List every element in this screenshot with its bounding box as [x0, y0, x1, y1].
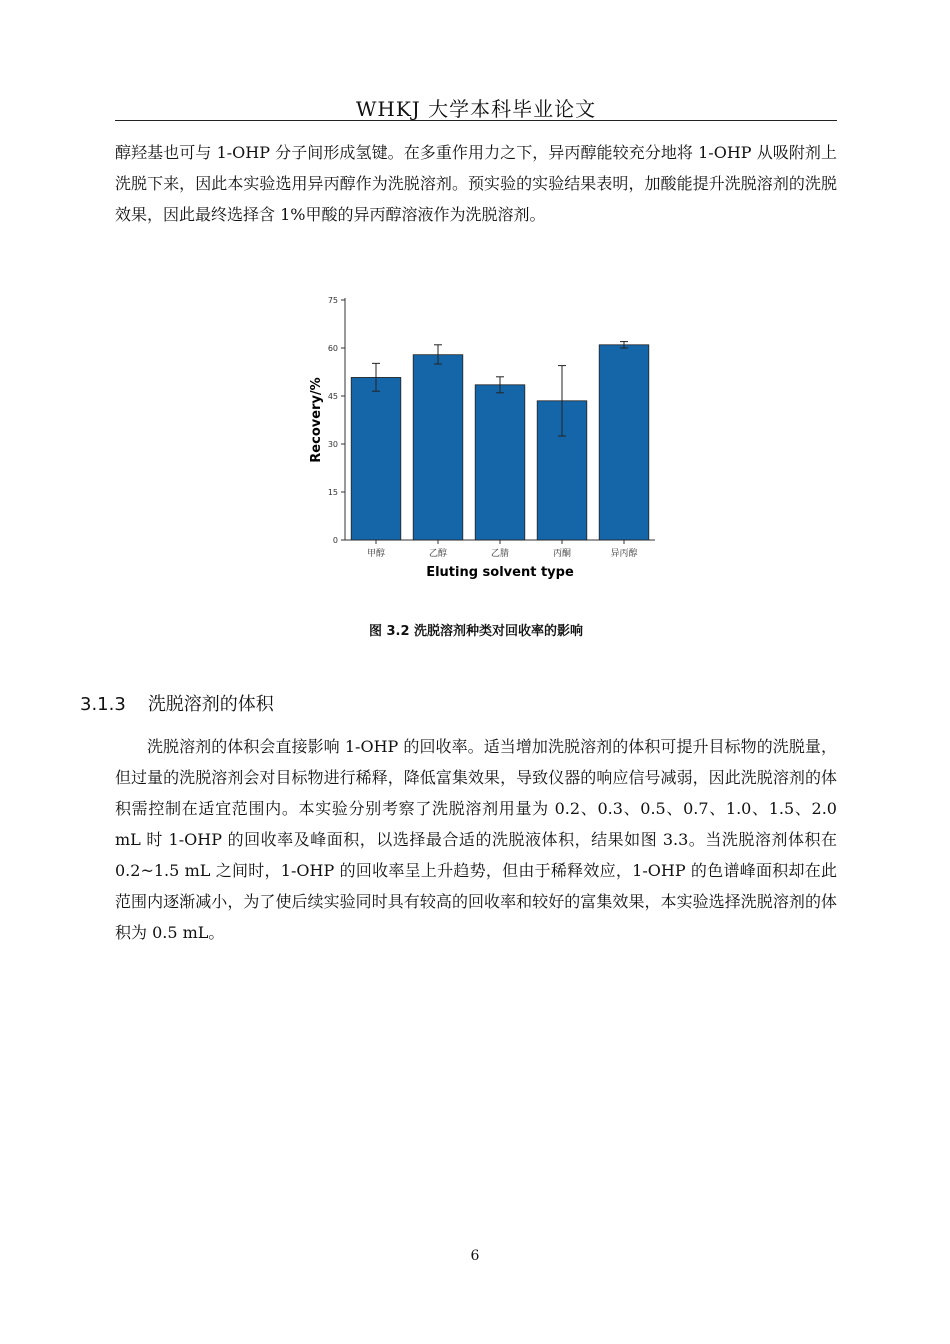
bar	[475, 385, 525, 540]
bars	[351, 345, 649, 540]
x-tick-label: 丙酮	[552, 549, 572, 559]
y-tick-label: 60	[327, 344, 338, 353]
running-header: WHKJ 大学本科毕业论文	[355, 97, 597, 121]
y-axis-label: Recovery/%	[309, 377, 324, 463]
y-tick-label: 0	[332, 536, 338, 545]
x-tick-label: 乙醇	[428, 549, 448, 559]
x-tick-labels	[367, 540, 638, 559]
header-rule	[115, 120, 837, 121]
section-heading	[80, 690, 274, 716]
x-tick-label: 乙腈	[490, 549, 510, 559]
paragraph-1: 醇羟基也可与 1-OHP 分子间形成氢键。在多重作用力之下，异丙醇能较充分地将 1-OHP 从吸附剂上洗脱下来，因此本实验选用异丙醇作为洗脱溶剂。预实验的实验结果表明，加酸能提升洗脱溶剂的洗脱效果，因此最终选择含 1%甲酸的异丙醇溶液作为洗脱溶剂。	[115, 143, 837, 224]
y-tick-label: 30	[327, 440, 338, 449]
bar	[351, 377, 401, 540]
y-tick-label: 45	[327, 392, 338, 401]
section-number: 3.1.3	[80, 694, 126, 715]
bar	[413, 355, 463, 540]
y-tick-label: 75	[327, 296, 338, 305]
x-tick-label: 异丙醇	[610, 549, 638, 559]
y-tick-label: 15	[327, 488, 338, 497]
figure-3-2	[300, 290, 670, 590]
page-number: 6	[470, 1248, 480, 1264]
bar	[599, 345, 649, 540]
section-title: 洗脱溶剂的体积	[147, 694, 274, 715]
paragraph-2: 洗脱溶剂的体积会直接影响 1-OHP 的回收率。适当增加洗脱溶剂的体积可提升目标物的洗脱量，但过量的洗脱溶剂会对目标物进行稀释，降低富集效果，导致仪器的响应信号减弱，因此洗脱溶剂的体积需控制在适宜范围内。本实验分别考察了洗脱溶剂用量为 0.2、0.3、0.5、0.7、1.0、1.5、2.0 mL 时 1-OHP 的回收率及峰面积，以选择最合适的洗脱液体积，结果如图 3.3。当洗脱溶剂体积在 0.2~1.5 mL 之间时，1-OHP 的回收率呈上升趋势，但由于稀释效应，1-OHP 的色谱峰面积却在此范围内逐渐减小，为了使后续实验同时具有较高的回收率和较好的富集效果，本实验选择洗脱溶剂的体积为 0.5 mL。	[115, 737, 837, 942]
x-axis-label: Eluting solvent type	[426, 565, 574, 580]
x-tick-label: 甲醇	[366, 549, 386, 559]
figure-caption: 图 3.2 洗脱溶剂种类对回收率的影响	[368, 624, 584, 639]
recovery-bar-chart	[300, 290, 670, 590]
